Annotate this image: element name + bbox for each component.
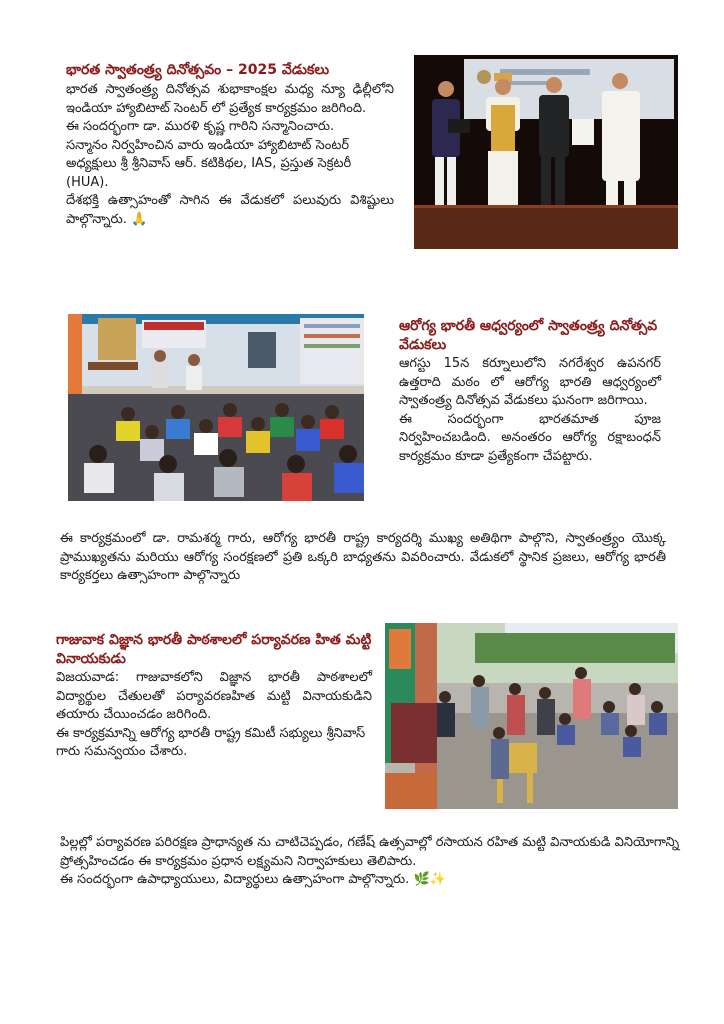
article3-body: [56, 669, 372, 762]
article1-para-3: సన్మానం నిర్వహించిన వారు ఇండియా హ్యాబిటాట్ సెంటర్ అధ్యక్షులు శ్రీ శ్రీనివాస్ ఆర్. కటికిథల, IAS, ప్రస్తుత సెక్రటరీ (HUA).: [66, 137, 352, 190]
article3-title: గాజువాక విజ్ఞాన భారతీ పాఠశాలలో పర్యావరణ హిత మట్టి వినాయకుడు: [56, 632, 372, 667]
felicitation-stage-photo: [414, 55, 678, 249]
article2-para-2: ఈ సందర్భంగా భారతమాత పూజ నిర్వహించబడింది. అనంతరం ఆరోగ్య రక్షాబంధన్ కార్యక్రమం కూడా ప్రత్యేకంగా చేపట్టారు.: [399, 411, 661, 464]
article3-full-line-2: ఈ సందర్భంగా ఉపాధ్యాయులు, విద్యార్థులు ఉత్సాహంగా పాల్గొన్నారు. 🌿✨: [60, 872, 446, 887]
article3-full-line-1: పిల్లల్లో పర్యావరణ పరిరక్షణ ప్రాధాన్యత ను చాటిచెప్పడం, గణేష్ ఉత్సవాల్లో రసాయన రహిత మట్టి వినాయకుడి వినియోగాన్ని ప్రోత్సహించడం ఈ కార్యక్రమం ప్రధాన లక్ష్యమని నిర్వాహకులు తెలిపారు.: [60, 835, 680, 869]
article2-full-paragraph: [60, 530, 666, 586]
clay-ganesha-workshop-photo: [385, 623, 678, 809]
article1-para-1: భారత స్వాతంత్ర్య దినోత్సవ శుభాకాంక్షల మధ్య న్యూ ఢిల్లీలోని ఇండియా హ్యాబిటాట్ సెంటర్ లో ప్రత్యేక కార్యక్రమం జరిగింది.: [66, 82, 394, 116]
article1-para-2: ఈ సందర్భంగా డా. మురళి కృష్ణ గారిని సన్మానించారు.: [66, 119, 335, 134]
article2-full-text: ఈ కార్యక్రమంలో డా. రామశర్మ గారు, ఆరోగ్య భారతీ రాష్ట్ర కార్యదర్శి ముఖ్య అతిథిగా పాల్గొని, స్వాతంత్ర్యం యొక్క ప్రాముఖ్యతను మరియు ఆరోగ్య సంరక్షణలో ప్రతి ఒక్కరి బాధ్యతను వివరించారు. వేడుకలో స్థానిక ప్రజలు, ఆరోగ్య భారతీ కార్యకర్తలు ఉత్సాహంగా పాల్గొన్నారు: [60, 531, 666, 583]
article3-para-1: విజయవాడ: గాజువాకలోని విజ్ఞాన భారతీ పాఠశాలలో విద్యార్థుల చేతులతో పర్యావరణహిత మట్టి వినాయకుడిని తయారు చేయించడం జరిగింది.: [56, 670, 372, 722]
article1-body: [66, 81, 394, 229]
article3-full-paragraph: [60, 834, 686, 890]
article1-para-4: దేశభక్తి ఉత్సాహంతో సాగిన ఈ వేడుకలో పలువురు విశిష్టులు పాల్గొన్నారు. 🙏: [66, 193, 394, 227]
article3-para-2: ఈ కార్యక్రమాన్ని ఆరోగ్య భారతీ రాష్ట్ర కమిటీ సభ్యులు శ్రీనివాస్ గారు సమన్వయం చేశారు.: [56, 725, 366, 759]
article1-title: భారత స్వాతంత్ర్య దినోత్సవం – 2025 వేడుకలు: [66, 62, 330, 78]
classroom-children-photo: [68, 314, 364, 501]
article2-body: [399, 355, 661, 466]
article2-para-1: ఆగస్టు 15న కర్నూలులోని నగరేశ్వర ఉపనగర్ ఉత్తరాది మఠం లో ఆరోగ్య భారతి ఆధ్వర్యంలో స్వాతంత్ర్య దినోత్సవ వేడుకలు ఘనంగా జరిగాయి.: [399, 356, 661, 408]
article2-title: ఆరోగ్య భారతీ ఆధ్వర్యంలో స్వాతంత్ర్య దినోత్సవ వేడుకలు: [399, 318, 658, 353]
